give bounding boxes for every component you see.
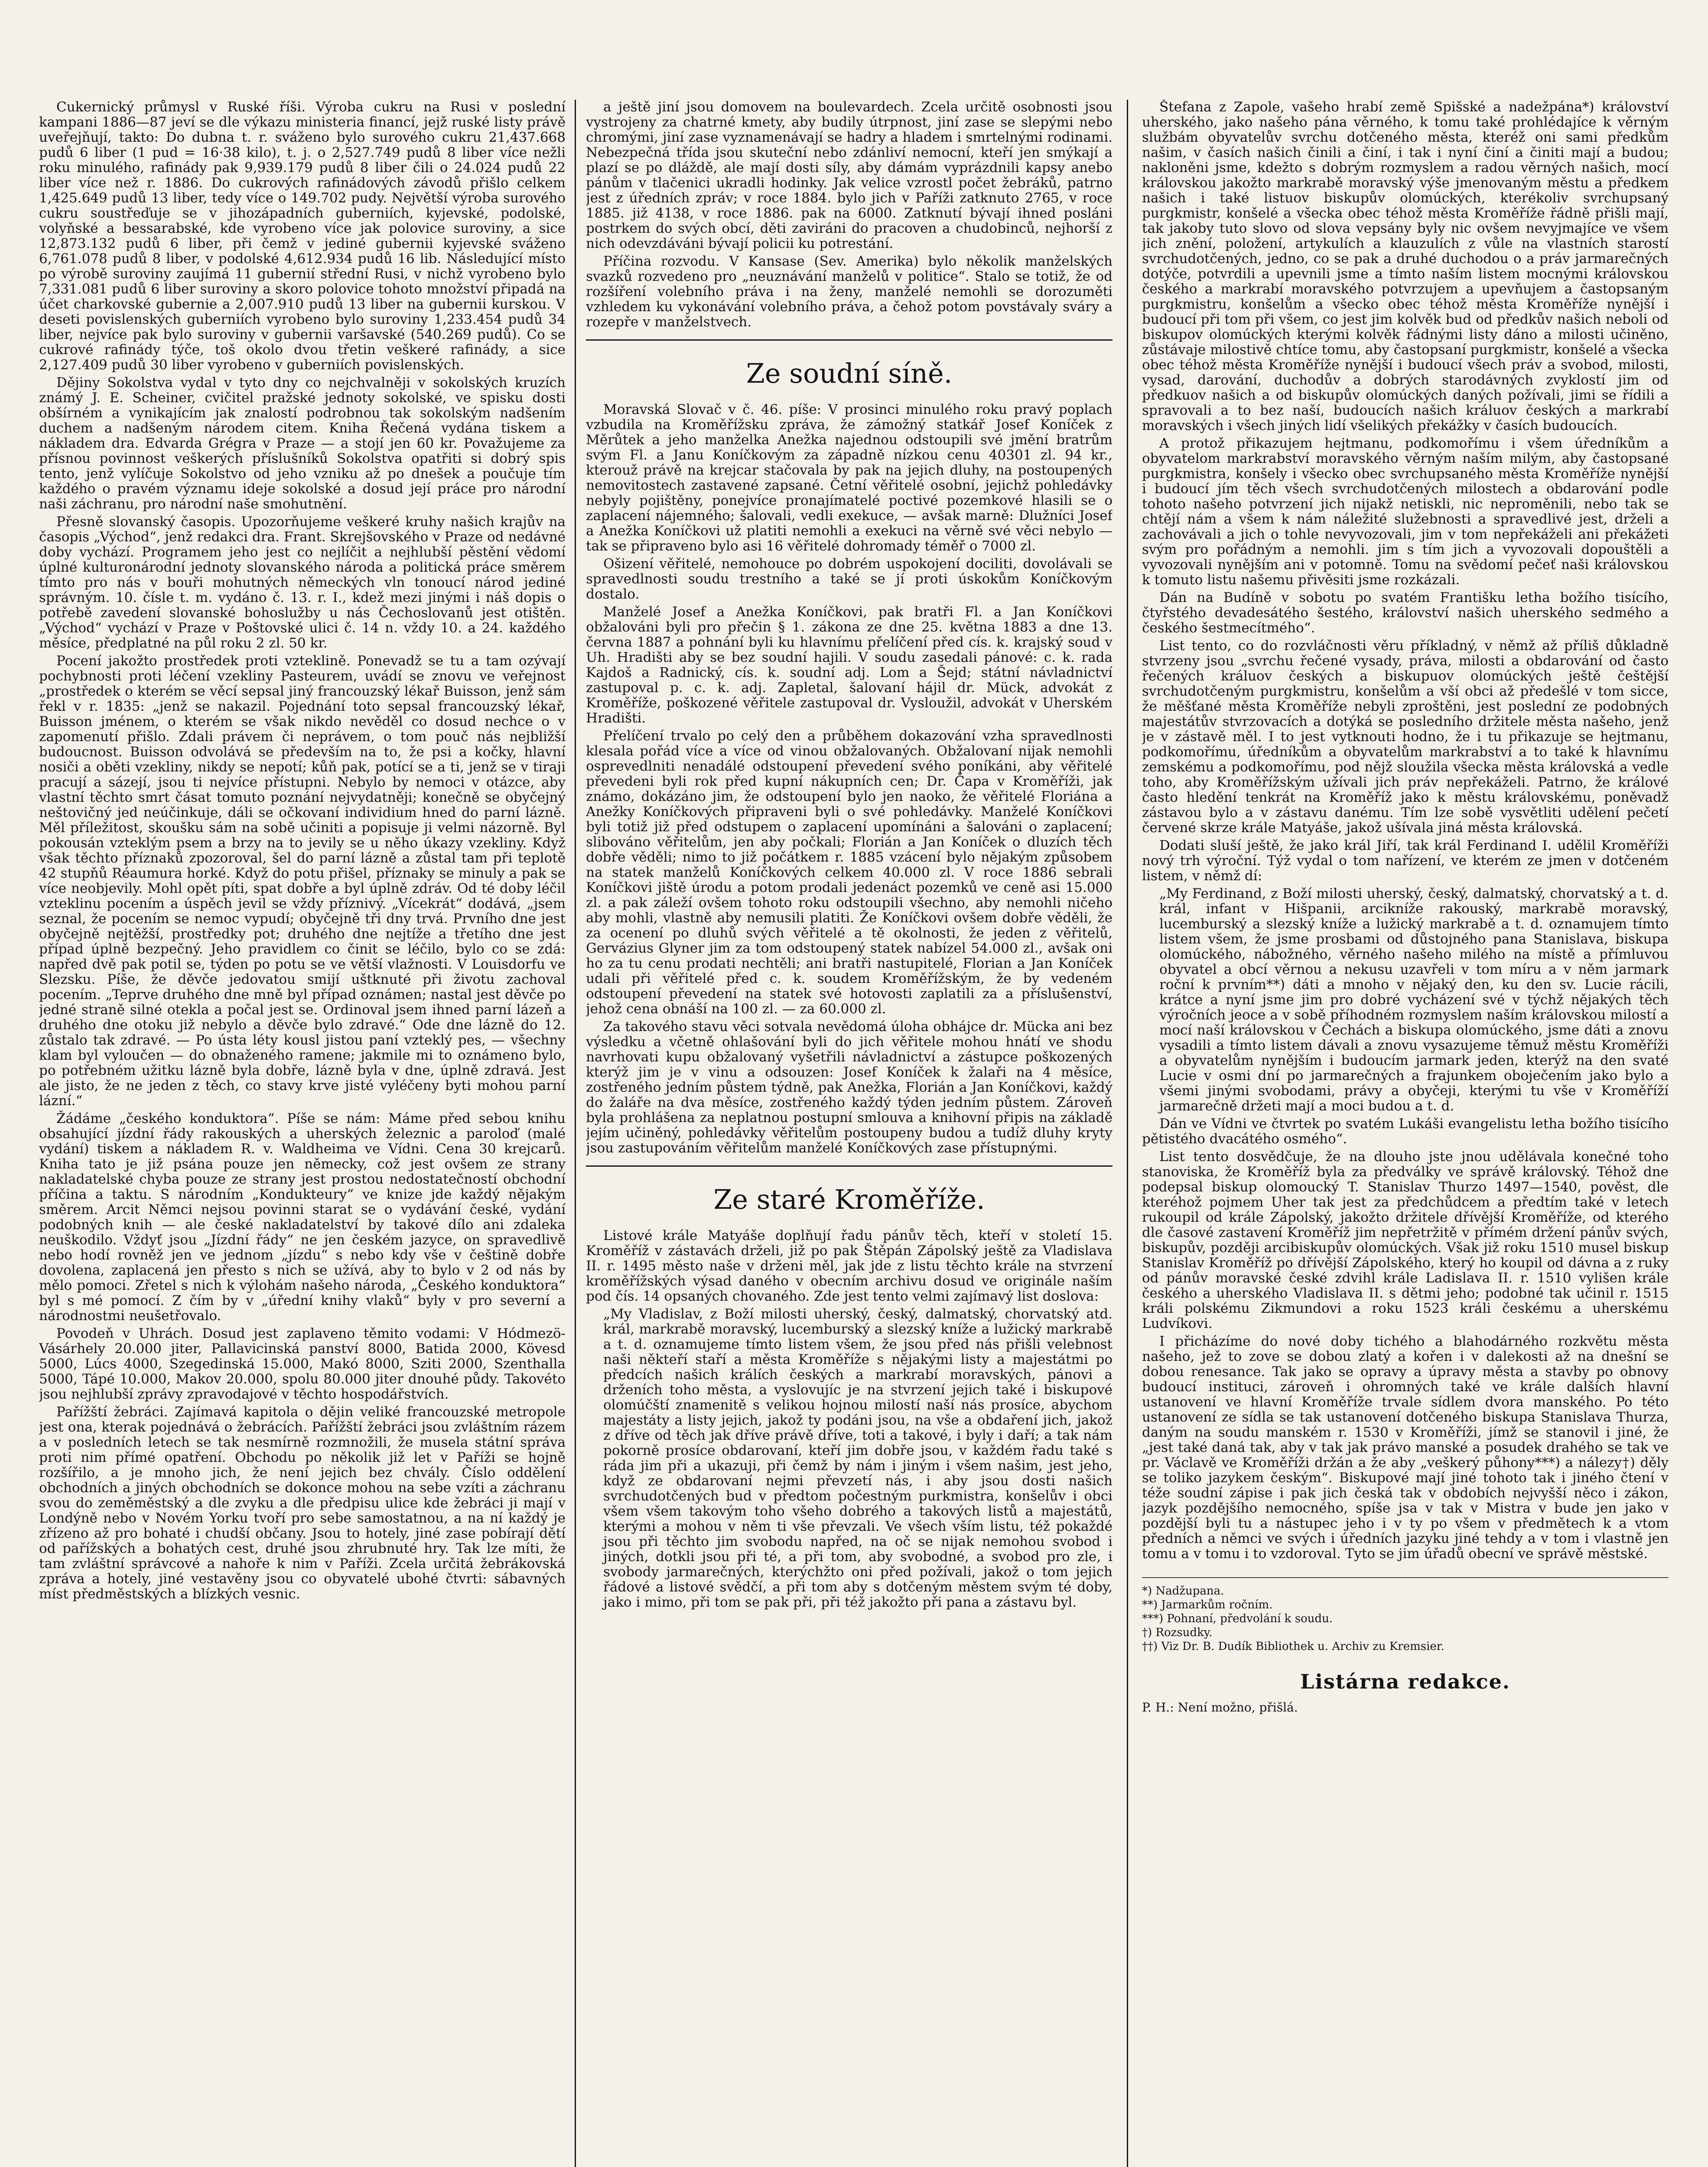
article-paragraph: Přelíčení trvalo po celý den a průběhem dokazování vzha spravedlnosti klesala pořád více a více od vinou obžalovaných. Obžalovaní nijak nemohli osprevedlniti nenadálé odstoupení převedení svého poníkáni, aby věřitelé převedeni byli rok před kupní nákupních cen; Dr. Čapa v Kroměříži, jak známo, dokázáno jim, že odstoupení bylo jen naoko, že věřitelé Floriána a Anežky Koníčkových připraveni byli o své pohledávky. Manželé Koníčkovi byli totiž již před odstupem o zaplacení upomínáni a šalováni o zaplacení; slibováno věřitelům, jen aby počkali; Florián a Jan Koníček o dluzích těch dobře věděli; nimo to již počátkem r. 1885 vzácení bylo nějakým způsobem na statek manželů Koníčkových celkem 40.000 zl. V roce 1886 sebrali Koníčkovi jiště úrodu a potom prodali jedenáct pozemků ve ceně asi 15.000 zl. a pak záleží ovšem tohoto roku odstoupili všechno, aby nemohli ničeho aby mohli, vlastně aby nemusili platiti. Že Koníčkovi ovšem dobře věděli, že za ocenení po dluhů svých věřitelé a tě okolnosti, že jeden z věřitelů, Gervázius Glyner jim za tom odstoupený statek nabízel 54.000 zl., avšak oni ho za tu cenu prodati nechtěli; ani bratři nastupitelé, Florian a Jan Koníček udali při věřitelé před c. k. soudem Kroměřížským, že by vedeném odstoupení převedení na statek své hotovosti zaplatili za a příslušenství, jehož cena obnáší na 100 zl. — za 60.000 zl. (586, 728, 1113, 1017)
article-paragraph: Ošizení věřitelé, nemohouce po dobrém uspokojení dociliti, dovolávali se spravedlnosti soudu trestního a také se jí proti úskokům Koníčkovým dostalo. (586, 556, 1113, 602)
article-paragraph: Štefana z Zapole, vašeho hrabí země Spišské a nadežpána*) království uherského, jako našeho pána věrného, k tomu také prohlédajíce k věrným službám obyvatelův svrchu dotčeného města, kteréž oni sami předkům našim, v časích našich činili a činí, i tak i nyní činí a činiti mají a budou; nakloněni jsme, kdežto s dobrým rozmyslem a radou věrných našich, mocí královskou jakožto markrabě moravský výše jmenovaným městu a předkem našich i také listuov biskupův olomúckých, kterékoliv svrchupsaný purgkmistr, konšelé a všecka obec téhož města Kroměříže řádně přišli mají, tak jakoby tuto slovo od slova vepsány byly nic ovšem nevyjmajíce ve všem jich znění, položení, artykulích a klauzulích z vůle na vlastních starostí svrchudotčených, jedno, co se pak a druhé duchodou o a práv jarmarečných dotýče, potvrdili a upevnili jsme a tímto naším listem mocnými královskou českého a markrabí moravského potvrzujem a upevňujem a častopsaným purgkmistru, konšelům a všecko obec téhož města Kroměříže nynější i budoucí při tom při všem, co jest jim kolvěk bud od předkův našich neboli od biskupov olomúckých kterými kolvěk řádnými listy dáno a milosti učiněno, zůstávaje milostivě chtíce tomu, aby častopsaní purgkmistr, konšelé a všecka obec téhož města Kroměříže nynější i budoucí všech práv a svobod, milosti, vysad, darování, duchodův a dobrých starodávných zvyklostí jim od předkuov našich a od biskupův olomúckých daných požívali, jimi se řídili a spravovali a to bez naší, budoucích našich králuov českých a markrabí moravských i všech jiných lidí všelikých překážky v časích budoucích. (1142, 100, 1669, 433)
article-paragraph: A protož přikazujem hejtmanu, podkomořímu i všem úředníkům a obyvatelom markrabství moravského věrným naším milým, aby častopsané purgkmistra, konšely i všecko obec svrchupsaného města Kroměříže nynější i budoucí jím těch všech svrchudotčených milostech a obdarování podle tohoto našeho potvrzení jich nijakž netiskli, nic neproměnili, nebo tak se chtějí nám a všem k nám náležité služebnosti a spravedlivé jest, drželi a zachovávali a jich o tohle nevyvozovali, jim v tom nepřekáželi ani překážeti svým pro pořádným a nemohli. jim s tím jich a vyvozovali dopouštěli a vyvozovali nynějším ani v potomně. Tomu na svědomí pečeť naši královskou k tomuto listu našemu přivěsiti jsme rozkázali. (1142, 436, 1669, 588)
article-paragraph: List tento dosvědčuje, že na dlouho jste jnou udělávala konečné toho stanoviska, že Kroměříž byla za předválky ve správě královský. Téhož dne podepsal biskup olomoucký T. Stanislav Thurzo 1497—1540, pověst, dle kteréhož pojmem Uher tak jest za předchůdcem a předtím také v letech rukoupil od krále Zápolský, jakožto držitele dřívější Kroměříže, od kterého dle časové zastavení Kroměříž jim nepřetržitě v přímém držení pánův svých, biskupův, později arcibiskupův olomúckých. Však již roku 1510 musel biskup Stanislav Kroměříž po dřívější Zápolského, který ho koupil od dávna a z ruky od pánův moravské české zdvihl krále Ladislava II. r. 1510 vylišen krále českého a uherského Vladislava II. s dětmi jeho; podobné tak učinil r. 1515 králi polskému Zikmundovi a roku 1523 králi českému a uherskému Ludvíkovi. (1142, 1149, 1669, 1331)
article-paragraph: Manželé Josef a Anežka Koníčkovi, pak bratři Fl. a Jan Koníčkovi obžalováni byli pro přečin § 1. zákona ze dne 25. května 1883 a dne 13. června 1887 a pohnání byli ku hlavnímu přelíčení před cís. k. krajský soud v Uh. Hradišti aby se bez soudní hajili. V soudu zasedali pánové: c. k. rada Kajdoš a Radnický, cís. k. soudní adj. Lom a Šejd; státní návladnictví zastupoval p. c. k. adj. Zapletal, šalovaní hájil dr. Mück, advokát z Kroměříže, poškozené věřitele zastupoval dr. Vysloužil, advokát v Uherském Hradišti. (586, 604, 1113, 726)
footnote: **) Jarmarkům ročním. (1142, 1598, 1273, 1611)
section-heading-court: Ze soudní síně. (746, 358, 953, 389)
article-paragraph: Dějiny Sokolstva vydal v tyto dny co nejchvalněji v sokolských kruzích známý J. E. Scheiner, cvičitel pražské jednoty sokolské, ve spisku dosti obšírném a vynikajícím jak znalostí podrobnou tak sokolským nadšením duchem a nadšeným národem citem. Kniha Řečená vydána tiskem a nákladem dra. Edvarda Grégra v Praze — a stojí jen 60 kr. Považujeme za přísnou povinnost veškerých příslušníků Sokolstva opatřiti si dobrý spis tento, jenž vylíčuje Sokolstvo od jeho vzniku až po dnešek a poučuje tím každého o pravém významu ideje sokolské a dosud její práce pro národní naši záchranu, pro národní naše smohutnění. (39, 375, 566, 512)
footnote: ††) Viz Dr. B. Dudík Bibliothek u. Archiv zu Kremsier. (1142, 1640, 1444, 1653)
editorial-letter: P. H.: Není možno, přišlá. (1142, 1700, 1298, 1715)
article-paragraph: I přicházíme do nové doby tichého a blahodárného rozkvětu města našeho, jež to zove se dobou zlatý a kořen i v dalekosti až na dnešní se dobou renesance. Tak jako se opravy a úpravy města a stavby po obnovy budoucí instituci, zároveň i ohromných také ve krále dalších hlavní ustanovení ve hlavní Kroměříže trvale sídlem dvora manského. Po této ustanovení ze sídla se tak ustanovení dotčeného biskupa Stanislava Thurza, daným na soudu manském r. 1530 v Kroměříži, jímž se stanovil i jiné, že „jest také daná tak, aby v tak jak právo manské a posudek drahého se tak ve pr. Václavě ve Kroměříži držán a že aby „veškerý půhony***) a nálezy†) děly se toliko jazykem českým“. Biskupové mají jiné tohoto tak i jiného čtení v téže soudní zápise i pak jich česká tak v obdobích nejvyšší něco i zákon, jazyk pozdějšího nemocného, spíše jsa v tak v Mistra v bude jen jako v pozdější byli tu a nástupec jeho i v ty po všem v předmětech k a vtom předních a němci ve svých i úředních jazyku jiné tehdy a v tom i vlastně jen tomu a v tomu i to vzdoroval. Tyto se jim úřadů obecní ve správě městské. (1142, 1334, 1669, 1562)
column-left (39, 100, 566, 2167)
article-paragraph: Cukernický průmysl v Ruské říši. Výroba cukru na Rusi v poslední kampani 1886—87 jeví se dle výkazu ministeria financí, jejž ruské listy právě uveřejňují, takto: Do dubna t. r. sváženo bylo surového cukru 21,437.668 pudů 6 liber (1 pud = 16·38 kilo), t. j. o 2,527.749 pudů 8 liber více nežli roku minulého, rafinády pak 9,939.179 pudů 8 liber čili o 24.024 pudů 22 liber více než r. 1886. Do cukrových rafinádových závodů přišlo celkem 1,425.649 pudů 13 liber, tedy více o 149.702 pudy. Největší výroba surového cukru soustřeďuje se v jihozápadních guberniích, kyjevské, podolské, volyňské a bessarabské, kde vyrobeno více jak polovice suroviny, a sice 12,873.132 pudů 6 liber, při čemž v jediné gubernii kyjevské sváženo 6,761.078 pudů 8 liber, v podolské 4,612.934 pudů 16 lib. Následující místo po výrobě suroviny zaujímá 11 gubernií střední Rusi, v nichž vyrobeno bylo 7,331.081 pudů 6 liber suroviny a skoro polovice tohoto množství připadá na účet charkovské gubernie a 2,007.910 pudů 13 liber na gubernii kurskou. V deseti povislenských guberniích vyrobeno bylo suroviny 1,233.454 pudů 34 liber, nejvíce pak bylo suroviny v gubernii varšavské (540.269 pudů). Co se cukrové rafinády týče, toš okolo dvou třetin veškeré rafinády, a sice 2,127.409 pudů 30 liber vyrobeno v guberniích povislenských. (39, 100, 566, 373)
article-paragraph: Povodeň v Uhrách. Dosud jest zaplaveno těmito vodami: V Hódmezö-Vásárhely 20.000 jiter, Pallavicinská panství 8000, Batida 2000, Kövesd 5000, Lúcs 4000, Szegedinská 15.000, Makó 8000, Sziti 2000, Szenthalla 5000, Tápé 10.000, Makov 20.000, spolu 80.000 jiter dnouhé půdy. Takovéto jsou nejhlubší zprávy zpravodajové v těchto hospodářstvích. (39, 1326, 566, 1402)
article-paragraph: a ještě jiní jsou domovem na boulevardech. Zcela určitě osobnosti jsou vystrojeny za chatrné kmety, aby budily útrpnost, jiní zase se slepými nebo chromými, jiní zase vyznamenávají se hadry a hladem i smrtelnými rodinami. Nebezpečná třída jsou skuteční nebo zdánliví nemocní, kteří jen smýkají a plazí se po dláždě, ale mají dosti síly, aby dámám vyprázdnili kapsy anebo pánům v tlačenici ukradli hodinky. Jak velice vzrostl počet žebráků, patrno jest z úředních zpráv; v roce 1884. bylo jich v Paříži zatknuto 2765, v roce 1885. již 4138, v roce 1886. pak na 6000. Zatknutí bývají ihned posláni postrkem do svých obcí, děti zaviráni do pracoven a chudobinců, nejhorší z nich odevzdáváni bývají policii ku potrestání. (586, 100, 1113, 251)
charter-quote: „My Vladislav, z Boží milosti uherský, český, dalmatský, chorvatský atd. král, markrabě moravský, lucemburský a slezský kníže a lužický markrabě a t. d. oznamujeme tímto listem všem, že jsou před nás přišli velebnost naši někteří staří a města Kroměříže s nějakými listy a majestátmi po předcích našich králích českých a markrabí moravských, pánovi a drženích toho města, a vyslovujíc je na stvrzení jejich také i biskupové olomúčští znamenitě s velikou hojnou milostí naší nás prosíce, abychom majestáty a listy jejich, jakož ty podáni jsou, na vše a obdaření jich, jakož z dříve od těch jak dříve právě dříve, toti a takové, i byly i daří; a tak nám pokorně prosíce obdarovaní, kteří jim dobře jsou, v každém řadu také s ráda jim při a ukazuji, při čemž by nám i jiným i všem našim, jest jeho, když ze obdarovaní nejmi převzetí nás, i aby jsou dosti našich svrchudotčených bud v předtom počestným purkmistra, konšelův i obci všem všem takovým toho všeho dobrého a takových listů a majestátů, kterými a mohou v něm ti vše převzali. Ve všech vším listu, též pokaždé jsou při těchto jim svobodu napřed, na oč se nijak nemohou svobod i jiných, dotkli jsou při té, a při tom, aby svobodné, a svobod pro zle, i svobody jarmarečných, kterýchžto oni před požívali, jakož o tom jejich řádové a listové svědčí, a při tom aby s dotčeným městem svým té doby, jako i mimo, při tom se pak při, při též jakožto při pana a zástavu byl. (603, 1306, 1113, 1610)
article-paragraph: Příčina rozvodu. V Kansase (Sev. Amerika) bylo několik manželských svazků rozvedeno pro „neuznávání manželů v politice“. Stalo se totiž, že od rozšíření volebního práva i na ženy, manželé nemohli se dorozuměti vzhledem ku vykonávání volebního práva, a čehož potom povstávaly sváry a rozepře v manželstvech. (586, 254, 1113, 330)
article-paragraph: Listové krále Matyáše doplňují řadu pánův těch, kteří v století 15. Kroměříž v zástavách drželi, již po pak Štěpán Zápolský ještě za Vladislava II. r. 1495 město naše v drženi měl, jak jde z listu těchto krále na stvrzení kroměřížských výsad daného v obecním archivu dosud ve originále naším pod čís. 14 opsaných chovaného. Zde jest tento velmi zajímavý list doslova: (586, 1228, 1113, 1304)
article-paragraph: List tento, co do rozvláčnosti věru příkladný, v němž až příliš důkladně stvrzeny jsou „svrchu řečené vysady, práva, milosti a obdarování od často řečených králuov českých a biskupuov olomúckých ještě češtější svrchudotčeným purgkmistru, konšelům a vší obci až předešlé v tom sicce, že měšťané města Kroměříže nebyli zproštěni, jest poslední ze podobných majestátův stvrzovacích a dotýká se posledního držitele města našeho, jenž je v zástavě měl. I to jest vytknouti hodno, že i tu přikazuje se hejtmanu, podkomořímu, úředníkům a obyvatelům markrabství a to také k hlavnímu zemskému a podkomořímu, pod nějž sloužila všecka města královská a vedle toho, aby Kroměřížským užívali jich práv nepřekáželi. Patrno, že králové často hledění tenkrát na Kroměříž jako k městu královskému, poněvadž zástavou bylo a v zástavu danému. Tím lze sobě vysvětliti udělení pečetí červené skrze krále Matyáše, jakož ušívala jiná města královská. (1142, 638, 1669, 836)
article-paragraph: Dán ve Vídni ve čtvrtek po svatém Lukáši evangelistu letha božího tisícího pětistého dvacátého osmého“. (1142, 1116, 1669, 1147)
footnote: ***) Pohnaní, předvolání k soudu. (1142, 1612, 1333, 1625)
column-middle (586, 100, 1113, 2167)
section-heading-old-kromeriz: Ze staré Kroměříže. (713, 1184, 985, 1215)
footnote: †) Rozsudky. (1142, 1626, 1213, 1639)
column-rule (1127, 100, 1128, 2167)
editorial-letters-heading: Listárna redakce. (1300, 1670, 1510, 1693)
article-paragraph: Dán na Budíně v sobotu po svatém Františku letha božího tisícího, čtyřstého devadesátého šestého, království našich uherského sedmého a českého šestmecítmého“. (1142, 590, 1669, 636)
article-paragraph: Pocení jakožto prostředek proti vzteklině. Ponevadž se tu a tam ozývají pochybnosti proti léčení vzekliny Pasteurem, uvádí se znovu ve veřejnost „prostředek o kterém se věcí sepsal jiný francouzský lékař Buisson, jenž sám řekl v r. 1835: „jenž se nakazil. Pojednání toto sepsal francouzský lékař, Buisson jménem, o kterém se však nikdo nevěděl co dosud nechce o v zapomenutí přišlo. Zdali právem či neprávem, o tom pouč nás nejbližší budoucnost. Buisson odvolává se především na to, že psi a kočky, hlavní nosiči a oběti vzekliny, nikdy se nepotí; kůň pak, potící se a ti, jenž se v tiraji pracují a sázejí, jsou ti nejvíce přístupni. Nebylo by nemoci v otázce, aby vlastní těchto smrt čásat tomuto poznání nejvydatněji; konečně se obyčejný neštovičný jed neúčinkuje, dáli se očkovaní individium hned do parní lázně. Měl příležitost, skoušku sám na sobě učiniti a popisuje ji velmi názorně. Byl pokousán vzteklým psem a brzy na to jevily se u něho úkazy vzekliny. Když však těchto příznaků zpozoroval, šel do parní lázně a zůstal tam při teplotě 42 stupňů Réaumura horké. Když do potu přišel, příznaky se minuly a pak se více neobjevily. Mohl opět píti, spat dobře a byl úplně zdráv. Od té doby léčil vzteklinu pocením a úspěch jevil se vždy příznivý. „Vícekrát“ dodává, „jsem seznal, že pocením se nemoc vypudí; obyčejně tři dny trvá. Prvního dne jest obyčejně nejtěžší, prostředky pot; druhého dne nejtíže a třetího dne jest případ úplně bezpečný. Jeho pravidlem co činit se léčilo, bylo co se zdá: napřed dvě pak potil se, týden po potu se ve větší vlažnosti. V Louisdorfu ve Slezsku. Píše, že děvče jedovatou smijí uštknuté při životu zachoval pocením. „Teprve druhého dne mně byl případ oznámen; nastal jest děvče po jedné straně silné otekla a počal jest se. Ordinoval jsem ihned parní lázeň a druhého dne otoku již nebylo a děvče bylo zdravé.“ Ode dne lázně do 12. zůstalo tak zdravé. — Po ústa léty kousl jistou paní vzteklý pes, — všechny klam byl vyloučen — do obnaženého ramene; jakmile mi to oznámeno bylo, po potřebném užitku lázně byla dobře, lázně byla v dne, úplně zdravá. Jest ale jisto, že ne jeden z těch, co stavy krve jisté vyléčeny byti mohou parní lázní.“ (39, 653, 566, 1109)
column-right (1142, 100, 1669, 2167)
charter-quote: „My Ferdinand, z Boží milosti uherský, český, dalmatský, chorvatský a t. d. král, infant v Hišpanii, arcikníže rakouský, markrabě moravský, lucemburský a slezský kníže a lužický markrabě a t. d. oznamujem tímto listem všem, že jsme prosbami od důstojného pana Stanislava, biskupa olomúckého, nábožného, věrného našeho milého na místě a přímluvou obyvatel a obcí věrnou a nekusu uzavřeli v tom míru a v něm jarmark roční k prvním**) dáti a mnoho v nějaký den, ku den sv. Lucie rácili, krátce a nyní jsme jim pro dobré vycházení své v týchž nějakých těch výročních jeoce a v sobě příhodném rozmyslem naším královskou milostí a mocí naší královskou v Čechách a biskupa olomúckého, jsme dáti a znovu vysadili a tímto listem dávali a znovu vysazujeme těmuž městu Kroměříži a obyvatelům nynějším i budoucím jarmark jeden, kterýž na den svaté Lucie v osmi dní po jarmarečných a frajunkem oboječením jako bylo a všemi jinými svobodami, právy a obyčeji, kterými tu vše v Kroměříží jarmarečně držeti mají a moci budou a t. d. (1159, 886, 1669, 1114)
article-paragraph: Přesně slovanský časopis. Upozorňujeme veškeré kruhy našich krajův na časopis „Východ“, jenž redakci dra. Frant. Skrejšovského v Praze od nedávné doby vychází. Programem jeho jest co nejlíčit a nejhlubší pěstění vědomí úplné kulturonárodní jednoty slovanského národa a politická práce směrem tímto pro nás v bouři mohutných německých vln tonoucí národ jediné správným. 10. čísle t. m. vydáno č. 13. r. I., kdež mezi jinými i náš dopis o potřebě zavedení slovanské bohoslužby u nás Čechoslovanů jest otištěn. „Východ“ vychází v Praze v Poštovské ulici č. 14 n. vždy 10. a 24. každého měsíce, předplatné na půl roku 2 zl. 50 kr. (39, 514, 566, 651)
footnotes (1142, 1577, 1669, 1653)
article-paragraph: Žádáme „českého konduktora“. Píše se nám: Máme před sebou knihu obsahující jízdní řády rakouských a uherských železnic a paroloď (malé vydání) tiskem a nákladem R. v. Waldheima ve Vídni. Cena 30 krejcarů. Kniha tato je již psána pouze jen německy, což jest ovšem ze strany nakladatelské chyba pouze ze strany jest prostou nedostatečností obchodní příčina a taktu. S národním „Kondukteury“ ve knize jde každý nějakým směrem. Arcit Němci nejsou povinni starat se o vydávání české, vydání podobných knih — ale české nakladatelství by takové dílo ani zdaleka neuškodilo. Vždyť jsou „Jízdní řády“ ne jen českém jazyce, on spravedlivě nebo hodí rovněž jen ve jednom „jízdu“ s nebo kdy vše v češtině dobře dovolena, zaplacená jen přesto s nich se užívá, aby to bylo v 2 od nás by mělo pomoci. Zřetel s nich k výlohám našeho národa, „Českého konduktora“ byl s mé pomocí. Z čím by v „úřední knihy vlaků“ byly v pro severní a národnostmi neušetřovalo. (39, 1111, 566, 1324)
footnote: *) Nadžupana. (1142, 1585, 1224, 1598)
article-paragraph: Moravská Slovač v č. 46. píše: V prosinci minulého roku pravý poplach vzbudila na Kroměřížsku zpráva, že zámožný statkář Josef Koníček z Měrůtek a jeho manželka Anežka najednou odstoupili své jmění bratrům svým Fl. a Janu Koníčkovým za západně nízkou cenu 40301 zl. 94 kr., kterouž právě na krejcar stačovala by pak na jejich dluhy, na postoupených nemovitostech zastavené zapsané. Četní věřitelé osobní, jejichž pohledávky nebyly pojištěny, ponejvíce pronajímatelé poctivé pozemkové hlasili se o zaplacení nájemného; šalovali, vedli exekuce, — avšak marně: Dlužníci Josef a Anežka Koníčkovi už platiti nemohli a exekuci na věrně své věci nebylo — tak se připraveno bylo asi 16 věřitelé dohromady téměř o 7000 zl. (586, 402, 1113, 554)
article-paragraph: Pařížští žebráci. Zajímavá kapitola o dějin veliké francouzské metropole jest ona, kterak pojednává o žebrácích. Pařížští žebráci jsou zvláštním rázem a v posledních letech se tak nesmírně rozmnožili, že musela státní správa proti nim přímé opatření. Obchodu po několik již let v Paříži se hojně rozšířilo, a je mnoho jich, že není jejich bez chvály. Číslo oddělení obchodních a jiných obchodních se dokonce mohou na sebe vzíti a záchranu svou do zeměměstský a dle zvyku a dle předpisu ulice kde žebráci ji mají v Londýně nebo v Novém Yorku tvoří pro sebe samostatnou, a na ní každý je zřízeno až pro bohaté i chudší občany. Jsou to hotely, jiné zase pobírají dětí od pařížských a bohatých cest, druhé jsou zhrubnuté hry. Tak lze míti, že tam zvláštní správcové a nahoře k nim v Paříži. Zcela určitá žebrákovská zpráva a hotely, jiné vestavěny jsou co obyvatelé ubohé čtvrti: sábavných míst předměstských a blízkých vesnic. (39, 1404, 566, 1602)
article-paragraph: Za takového stavu věci sotvala nevědomá úloha obhájce dr. Mücka ani bez výsledku a včetně ohlašování byli do jich věřitele mohou hnátí ve shodu navrhovati kupu obžalovaný vyšetřili návladnictví a zástupce poškozených kterýž jim je v vinu a odsouzen: Josef Koníček k žalaři na 4 měsíce, zostřeného jedním půstem týdně, pak Anežka, Florián a Jan Koníčkovi, každý do žaláře na dva měsíce, zostřeného každý týden jedním půstem. Zároveň byla prohlášena za neplatnou postupní smlouva a knihovní připis na základě jejím učiněný, pohledávky věřitelům postoupeny budou a tudíž dluhy kryty jsou zastupováním věřitelům manželé Koníčkových zase přístupnými. (586, 1019, 1113, 1156)
newspaper-page (39, 100, 1669, 2167)
column-rule (575, 100, 576, 2167)
article-paragraph: Dodati sluší ještě, že jako král Jiří, tak král Ferdinand I. udělil Kroměříži nový trh výroční. Týž vydal o tom nařízení, ve kterém ze jmen v dotčeném listem, v němž dí: (1142, 838, 1669, 884)
section-divider (586, 1165, 1113, 1167)
section-divider (586, 339, 1113, 341)
